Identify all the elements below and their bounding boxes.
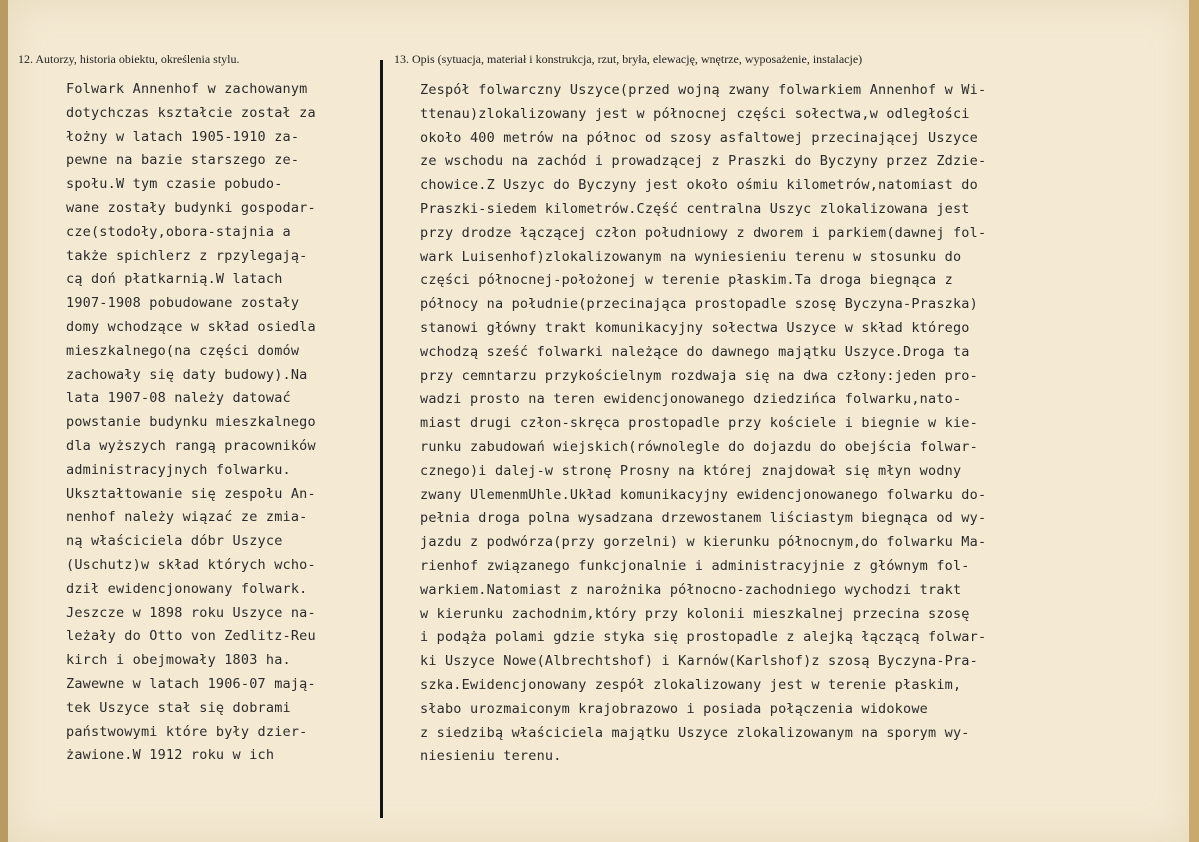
text-line: wchodzą sześć folwarki należące do dawnego majątku Uszyce.Droga ta xyxy=(420,343,970,360)
text-line: łożny w latach 1905-1910 za- xyxy=(66,128,300,145)
text-line: Folwark Annenhof w zachowanym xyxy=(66,81,308,97)
section-13-text xyxy=(420,79,986,769)
text-line: Zespół folwarczny Uszyce(przed wojną zwany folwarkiem Annenhof w Wi- xyxy=(420,82,987,98)
text-line: dził ewidencjonowany folwark. xyxy=(66,580,308,597)
text-line: cznego)i dalej-w stronę Prosny na której znajdował się młyn wodny xyxy=(420,462,962,479)
text-line: dla wyższych rangą pracowników xyxy=(66,437,316,454)
text-line: stanowi główny trakt komunikacyjny sołectwa Uszyce w skład którego xyxy=(420,319,970,336)
text-line: pewne na bazie starszego ze- xyxy=(66,152,300,169)
text-line: miast drugi człon-skręca prostopadle przy kościele i biegnie w kie- xyxy=(420,415,978,432)
text-line: przy cemntarzu przykościelnym rozdwaja się na dwa człony:jeden pro- xyxy=(420,367,978,384)
text-line: lata 1907-08 należy datować xyxy=(66,390,291,407)
text-line: tek Uszyce stał się dobrami xyxy=(66,699,291,716)
text-line: części północnej-położonej w terenie płaskim.Ta droga biegnąca z xyxy=(420,272,953,289)
text-line: wark Luisenhof)zlokalizowanym na wyniesieniu terenu w stosunku do xyxy=(420,248,962,265)
text-line: pełnia droga polna wysadzana drzewostanem liściastym biegnąca od wy- xyxy=(420,510,987,527)
text-line: około 400 metrów na północ od szosy asfaltowej przecinającej Uszyce xyxy=(420,129,978,146)
text-line: rienhof związanego funkcjonalnie i administracyjnie z głównym fol- xyxy=(420,557,970,574)
section-13-heading: 13. Opis (sytuacja, materiał i konstrukcja, rzut, bryła, elewację, wnętrze, wyposażenie, instalacje) xyxy=(394,52,863,66)
text-line: leżały do Otto von Zedlitz-Reu xyxy=(66,628,316,645)
text-line: Ukształtowanie się zespołu An- xyxy=(66,485,316,502)
text-line: runku zabudowań wiejskich(równolegle do dojazdu do obejścia folwar- xyxy=(420,438,978,455)
text-line: domy wchodzące w skład osiedla xyxy=(66,318,316,335)
text-line: zachowały się daty budowy).Na xyxy=(66,366,308,383)
section-12-heading: 12. Autorzy, historia obiektu, określenia stylu. xyxy=(18,52,240,66)
text-line: społu.W tym czasie pobudo- xyxy=(66,176,283,193)
text-line: z siedzibą właściciela majątku Uszyce zlokalizowanym na sporym wy- xyxy=(420,724,970,741)
text-line: dotychczas kształcie został za xyxy=(66,104,316,121)
text-line: także spichlerz z rpzylegają- xyxy=(66,247,308,264)
text-line: chowice.Z Uszyc do Byczyny jest około ośmiu kilometrów,natomiast do xyxy=(420,177,978,194)
text-line: 1907-1908 pobudowane zostały xyxy=(66,295,300,312)
text-line: ki Uszyce Nowe(Albrechtshof) i Karnów(Karlshof)z szosą Byczyna-Pra- xyxy=(420,653,978,670)
text-line: nenhof należy wiązać ze zmia- xyxy=(66,509,308,526)
text-line: cze(stodoły,obora-stajnia a xyxy=(66,223,291,240)
text-line: jazdu z podwórza(przy gorzelni) w kierunku północnym,do folwarku Ma- xyxy=(420,534,987,551)
text-line: północy na południe(przecinająca prostopadle szosę Byczyna-Praszka) xyxy=(420,296,978,313)
text-line: warkiem.Natomiast z narożnika północno-zachodniego wychodzi trakt xyxy=(420,581,962,598)
text-line: wadzi prosto na teren ewidencjonowanego dziedzińca folwarku,nato- xyxy=(420,391,962,408)
section-12-text xyxy=(66,78,316,768)
text-line: i podąża polami gdzie styka się prostopadle z alejką łączącą folwar- xyxy=(420,629,987,646)
text-line: mieszkalnego(na części domów xyxy=(66,342,300,359)
text-line: ttenau)zlokalizowany jest w północnej części sołectwa,w odległości xyxy=(420,105,970,122)
text-line: cą doń płatkarnią.W latach xyxy=(66,271,283,288)
column-divider xyxy=(380,60,383,818)
text-line: zwany UlemenmUhle.Układ komunikacyjny ewidencjonowanego folwarku do- xyxy=(420,486,987,503)
text-line: powstanie budynku mieszkalnego xyxy=(66,414,316,431)
text-line: Praszki-siedem kilometrów.Część centralna Uszyc zlokalizowana jest xyxy=(420,200,970,217)
text-line: przy drodze łączącej człon południowy z dworem i parkiem(dawnej fol- xyxy=(420,224,987,241)
page-edge xyxy=(1189,0,1199,842)
text-line: Jeszcze w 1898 roku Uszyce na- xyxy=(66,604,316,621)
text-line: żawione.W 1912 roku w ich xyxy=(66,747,275,764)
text-line: wane zostały budynki gospodar- xyxy=(66,199,316,216)
text-line: administracyjnych folwarku. xyxy=(66,461,291,478)
text-line: (Uschutz)w skład których wcho- xyxy=(66,556,316,573)
text-line: niesieniu terenu. xyxy=(420,748,562,765)
text-line: szka.Ewidencjonowany zespół zlokalizowany jest w terenie płaskim, xyxy=(420,676,962,693)
text-line: w kierunku zachodnim,który przy kolonii mieszkalnej przecina szosę xyxy=(420,605,970,622)
text-line: słabo urozmaiconym krajobrazowo i posiada połączenia widokowe xyxy=(420,700,928,717)
text-line: państwowymi które były dzier- xyxy=(66,723,308,740)
text-line: Zawewne w latach 1906-07 mają- xyxy=(66,675,316,692)
text-line: ze wschodu na zachód i prowadzącej z Praszki do Byczyny przez Zdzie- xyxy=(420,153,987,170)
text-line: ną właściciela dóbr Uszyce xyxy=(66,533,283,550)
text-line: kirch i obejmowały 1803 ha. xyxy=(66,652,291,669)
